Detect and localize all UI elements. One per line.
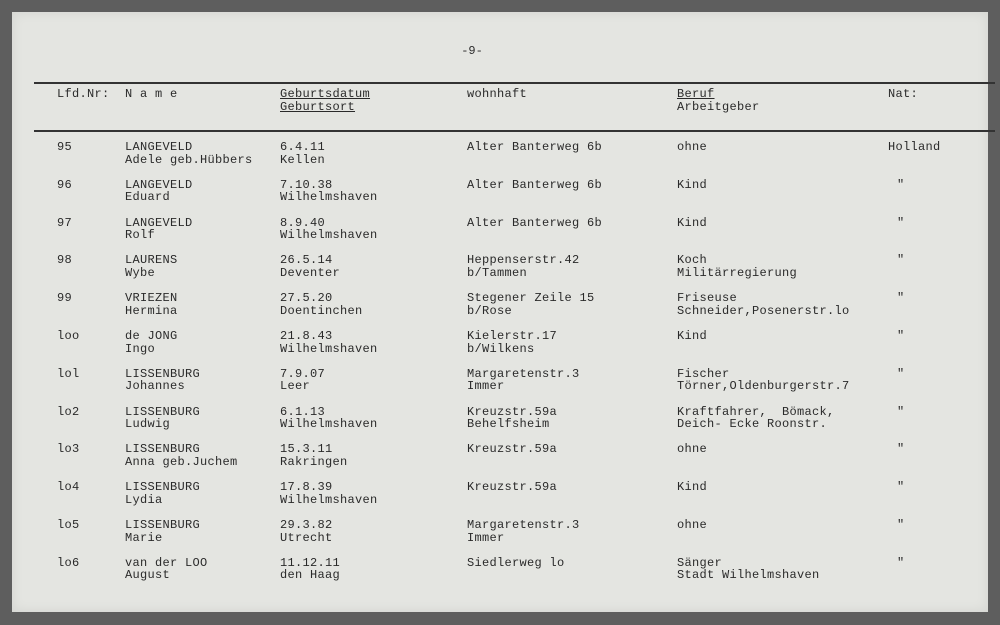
- cell-birth-date: 17.8.39: [280, 480, 333, 495]
- cell-given-name: Lydia: [125, 492, 163, 507]
- cell-nationality: ": [897, 366, 905, 381]
- cell-nationality: ": [897, 253, 905, 268]
- cell-row-number: lol: [57, 366, 80, 381]
- cell-birth-place: Utrecht: [280, 530, 333, 545]
- cell-birth-place: Wilhelmshaven: [280, 341, 378, 356]
- cell-surname: VRIEZEN: [125, 291, 178, 306]
- cell-birth-place: Wilhelmshaven: [280, 492, 378, 507]
- header-nationality: Nat:: [888, 87, 919, 101]
- cell-birth-date: 26.5.14: [280, 253, 333, 268]
- cell-profession: ohne: [677, 518, 708, 532]
- page-number: -9-: [461, 44, 483, 58]
- cell-row-number: lo2: [57, 404, 80, 419]
- table-row: [12, 508, 988, 546]
- header-birth-date: Geburtsdatum: [280, 87, 371, 101]
- cell-birth-date: 7.9.07: [280, 366, 326, 381]
- cell-birth-place: Wilhelmshaven: [280, 228, 378, 243]
- cell-profession: Kind: [677, 329, 708, 343]
- cell-nationality: Holland: [888, 140, 941, 154]
- header-top-rule: [34, 82, 995, 84]
- cell-birth-date: 29.3.82: [280, 518, 333, 532]
- cell-nationality: ": [897, 442, 905, 457]
- cell-row-number: 97: [57, 215, 73, 230]
- cell-nationality: ": [897, 329, 905, 343]
- table-row: [12, 357, 988, 395]
- table-row: [12, 281, 988, 319]
- cell-profession: ohne: [677, 140, 708, 154]
- table-row: [12, 130, 988, 168]
- cell-nationality: ": [897, 518, 905, 532]
- header-name: N a m e: [125, 87, 178, 101]
- cell-given-name: Adele geb.Hübbers: [125, 152, 253, 167]
- cell-profession: Koch: [677, 253, 708, 268]
- cell-birth-place: Deventer: [280, 265, 341, 280]
- cell-profession: Kind: [677, 215, 708, 230]
- cell-profession: ohne: [677, 442, 708, 457]
- cell-birth-date: 6.1.13: [280, 404, 326, 419]
- cell-surname: LISSENBURG: [125, 518, 201, 532]
- cell-address-line1: Alter Banterweg 6b: [467, 140, 603, 154]
- cell-row-number: lo5: [57, 518, 80, 532]
- cell-given-name: Wybe: [125, 265, 156, 280]
- cell-address-line1: Kreuzstr.59a: [467, 480, 558, 495]
- cell-address-line2: Immer: [467, 530, 505, 545]
- cell-address-line1: Kielerstr.17: [467, 329, 558, 343]
- cell-employer: Deich- Ecke Roonstr.: [677, 417, 828, 432]
- cell-row-number: lo6: [57, 555, 80, 570]
- cell-profession: Kind: [677, 480, 708, 495]
- cell-given-name: Ingo: [125, 341, 156, 356]
- cell-birth-place: Doentinchen: [280, 303, 363, 318]
- cell-address-line1: Kreuzstr.59a: [467, 404, 558, 419]
- cell-surname: LISSENBURG: [125, 366, 201, 381]
- cell-employer: Törner,Oldenburgerstr.7: [677, 379, 850, 394]
- cell-row-number: 95: [57, 140, 73, 154]
- document-page: [12, 12, 988, 612]
- cell-row-number: 98: [57, 253, 73, 268]
- cell-birth-date: 7.10.38: [280, 177, 333, 192]
- cell-birth-place: den Haag: [280, 568, 341, 583]
- header-birth-place: Geburtsort: [280, 100, 356, 114]
- cell-nationality: ": [897, 480, 905, 495]
- cell-employer: Stadt Wilhelmshaven: [677, 568, 820, 583]
- cell-address-line1: Margaretenstr.3: [467, 366, 580, 381]
- cell-birth-place: Rakringen: [280, 454, 348, 469]
- table-row: [12, 470, 988, 508]
- cell-row-number: lo3: [57, 442, 80, 457]
- cell-address-line1: Alter Banterweg 6b: [467, 215, 603, 230]
- cell-row-number: loo: [57, 329, 80, 343]
- cell-birth-date: 6.4.11: [280, 140, 326, 154]
- cell-profession: Kind: [677, 177, 708, 192]
- cell-birth-place: Kellen: [280, 152, 326, 167]
- cell-surname: LISSENBURG: [125, 442, 201, 457]
- cell-address-line2: b/Rose: [467, 303, 513, 318]
- cell-profession: Kraftfahrer, Bömack,: [677, 404, 835, 419]
- cell-profession: Friseuse: [677, 291, 738, 306]
- cell-given-name: Marie: [125, 530, 163, 545]
- cell-row-number: 96: [57, 177, 73, 192]
- cell-nationality: ": [897, 177, 905, 192]
- cell-address-line2: b/Tammen: [467, 265, 528, 280]
- cell-birth-place: Wilhelmshaven: [280, 417, 378, 432]
- cell-address-line1: Stegener Zeile 15: [467, 291, 595, 306]
- cell-nationality: ": [897, 555, 905, 570]
- cell-given-name: Johannes: [125, 379, 186, 394]
- cell-address-line2: Behelfsheim: [467, 417, 550, 432]
- cell-address-line1: Margaretenstr.3: [467, 518, 580, 532]
- cell-given-name: Eduard: [125, 190, 171, 205]
- cell-address-line1: Siedlerweg lo: [467, 555, 565, 570]
- cell-profession: Sänger: [677, 555, 723, 570]
- cell-given-name: August: [125, 568, 171, 583]
- cell-nationality: ": [897, 404, 905, 419]
- cell-surname: LISSENBURG: [125, 480, 201, 495]
- cell-surname: de JONG: [125, 329, 178, 343]
- cell-address-line1: Heppenserstr.42: [467, 253, 580, 268]
- cell-surname: van der LOO: [125, 555, 208, 570]
- cell-given-name: Hermina: [125, 303, 178, 318]
- cell-birth-place: Wilhelmshaven: [280, 190, 378, 205]
- table-row: [12, 319, 988, 357]
- table-row: [12, 243, 988, 281]
- table-row: [12, 432, 988, 470]
- cell-profession: Fischer: [677, 366, 730, 381]
- cell-birth-date: 11.12.11: [280, 555, 341, 570]
- cell-birth-date: 27.5.20: [280, 291, 333, 306]
- cell-birth-place: Leer: [280, 379, 311, 394]
- cell-surname: LISSENBURG: [125, 404, 201, 419]
- cell-address-line1: Kreuzstr.59a: [467, 442, 558, 457]
- cell-surname: LANGEVELD: [125, 177, 193, 192]
- cell-employer: Militärregierung: [677, 265, 798, 280]
- header-nr: Lfd.Nr:: [57, 87, 110, 101]
- cell-row-number: 99: [57, 291, 73, 306]
- cell-given-name: Ludwig: [125, 417, 171, 432]
- cell-address-line1: Alter Banterweg 6b: [467, 177, 603, 192]
- cell-birth-date: 15.3.11: [280, 442, 333, 457]
- cell-given-name: Rolf: [125, 228, 156, 243]
- cell-birth-date: 8.9.40: [280, 215, 326, 230]
- cell-address-line2: b/Wilkens: [467, 341, 535, 356]
- cell-address-line2: Immer: [467, 379, 505, 394]
- cell-birth-date: 21.8.43: [280, 329, 333, 343]
- cell-nationality: ": [897, 291, 905, 306]
- table-row: [12, 546, 988, 584]
- table-row: [12, 395, 988, 433]
- table-row: [12, 168, 988, 206]
- cell-given-name: Anna geb.Juchem: [125, 454, 238, 469]
- table-row: [12, 206, 988, 244]
- header-residence: wohnhaft: [467, 87, 528, 101]
- cell-nationality: ": [897, 215, 905, 230]
- header-profession: Beruf: [677, 87, 715, 101]
- cell-row-number: lo4: [57, 480, 80, 495]
- cell-surname: LAURENS: [125, 253, 178, 268]
- cell-surname: LANGEVELD: [125, 215, 193, 230]
- cell-surname: LANGEVELD: [125, 140, 193, 154]
- cell-employer: Schneider,Posenerstr.lo: [677, 303, 850, 318]
- header-employer: Arbeitgeber: [677, 100, 760, 114]
